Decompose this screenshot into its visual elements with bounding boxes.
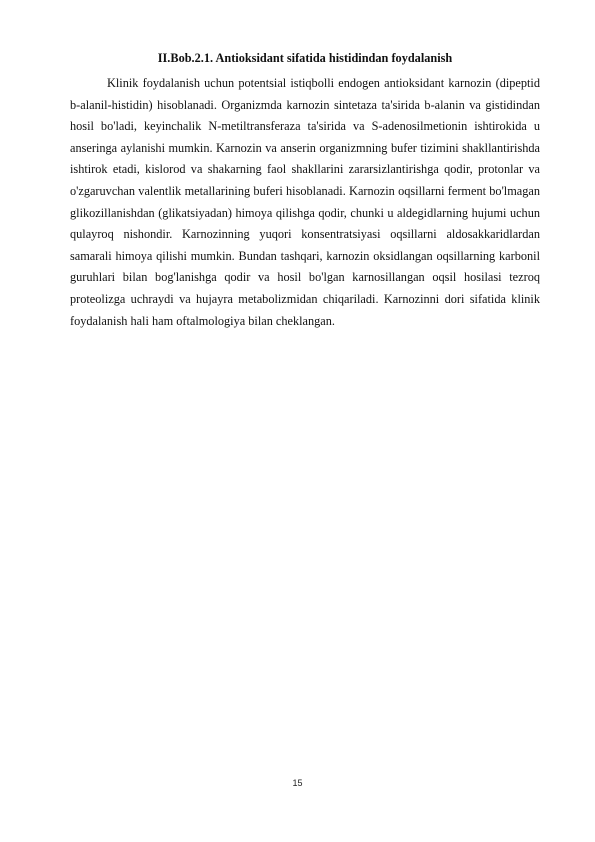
body-paragraph: Klinik foydalanish uchun potentsial istiqbolli endogen antioksidant karnozin (dipeptid b-alanil-histidin) hisoblanadi. Organizmda karnozin sintetaza ta'sirida b-alanin va gistidindan hosil bo'ladi, keyinchalik N-metiltransferaza ta'sirida va S-adenosilmetionin ishtirokida u anseringa aylanishi mumkin. Karnozin va anserin organizmning bufer tizimini shakllantirishda ishtirok etadi, kislorod va shakarning faol shakllarini zararsizlantirishga qodir, protonlar va o'zgaruvchan valentlik metallarining buferi hisoblanadi. Karnozin oqsillarni ferment bo'lmagan glikozillanishdan (glikatsiyadan) himoya qilishga qodir, chunki u aldegidlarning hujumi uchun qulayroq nishondir. Karnozinning yuqori konsentratsiyasi oqsillarni aldosakkaridlardan samarali himoya qilishi mumkin. Bundan tashqari, karnozin oksidlangan oqsillarning karbonil guruhlari bilan bog'lanishga qodir va hosil bo'lgan karnosillangan oqsil hosilasi tezroq proteolizga uchraydi va hujayra metabolizmidan chiqariladi. Karnozinni dori sifatida klinik foydalanish hali ham oftalmologiya bilan cheklangan. bbox=[70, 76, 540, 328]
section-heading: II.Bob.2.1. Antioksidant sifatida histidindan foydalanish bbox=[157, 51, 453, 65]
page-number: 15 bbox=[292, 778, 303, 788]
